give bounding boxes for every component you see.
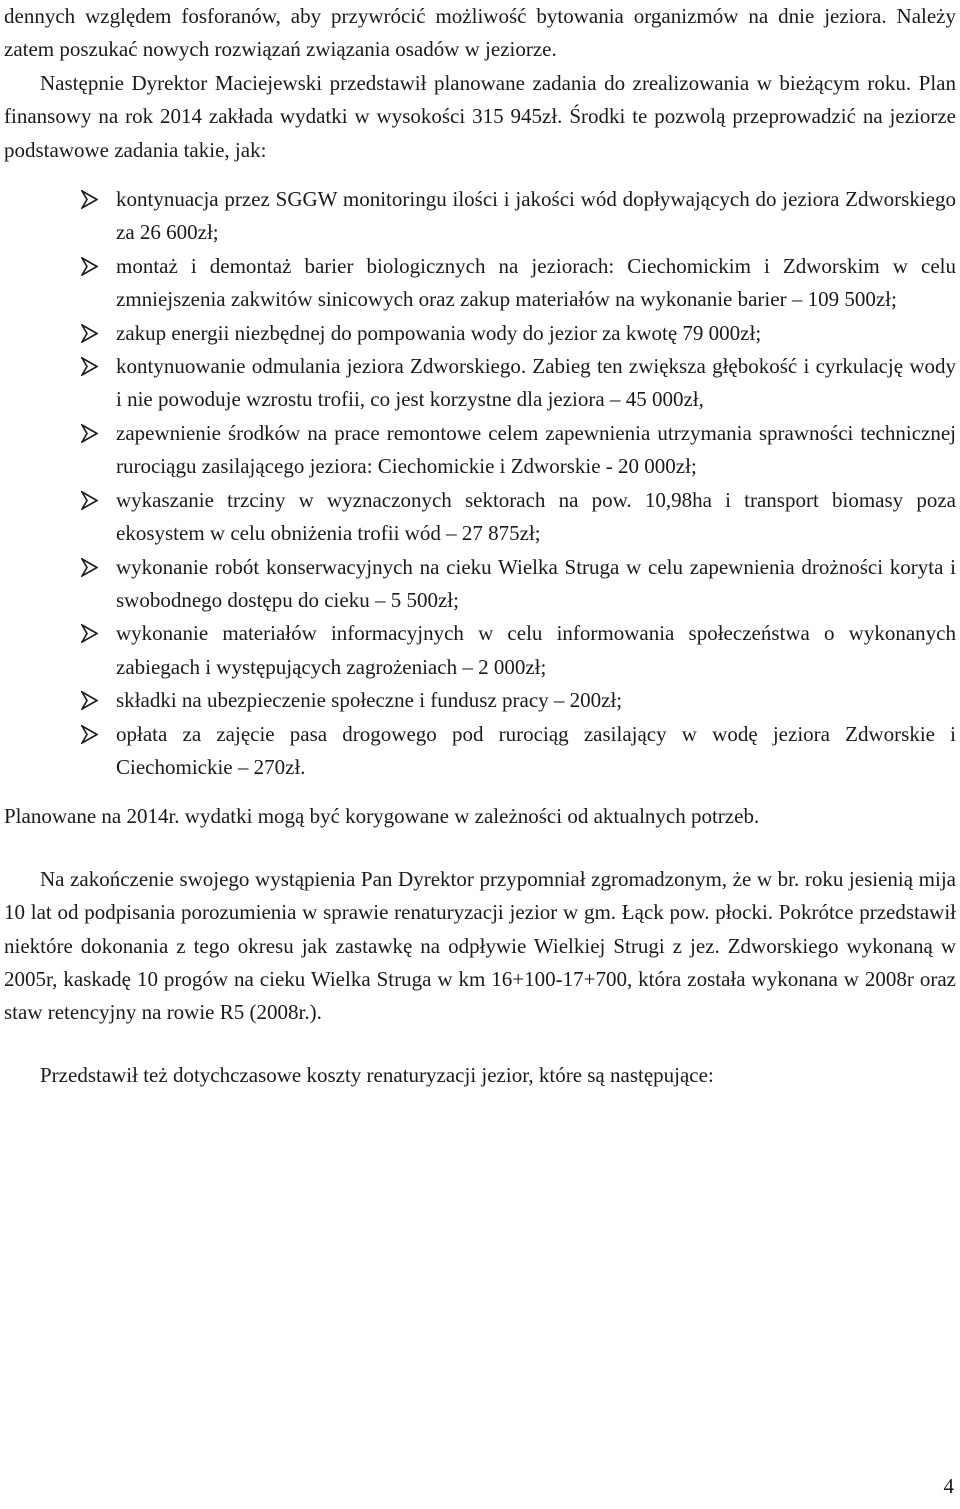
list-item-text: montaż i demontaż barier biologicznych na jeziorach: Ciechomickim i Zdworskim w celu zmniejszenia zakwitów sinicowych oraz zakup materiałów na wykonanie barier – 109 500zł; — [116, 253, 956, 312]
list-item — [116, 551, 956, 618]
paragraph-budget-note: Planowane na 2014r. wydatki mogą być korygowane w zależności od aktualnych potrzeb. — [4, 804, 760, 829]
paragraph-continuation: dennych względem fosforanów, aby przywrócić możliwość bytowania organizmów na dnie jeziora. Należy zatem poszukać nowych rozwiązań związania osadów w jeziorze. — [4, 4, 956, 62]
list-item — [116, 183, 956, 250]
paragraph-anniversary: Na zakończenie swojego wystąpienia Pan Dyrektor przypomniał zgromadzonym, że w br. roku jesienią mija 10 lat od podpisania porozumienia w sprawie renaturyzacji jezior w gm. Łąck pow. płocki. Pokrótce przedstawił niektóre dokonania z tego okresu jak zastawkę na odpływie Wielkiej Strugi z jez. Zdworskiego wykonaną w 2005r, kaskadę 10 progów na cieku Wielka Struga w km 16+100-17+700, która została wykonana w 2008r oraz staw retencyjny na rowie R5 (2008r.). — [4, 866, 956, 1025]
paragraph-planned-tasks: Następnie Dyrektor Maciejewski przedstawił planowane zadania do zrealizowania w bieżącym roku. Plan finansowy na rok 2014 zakłada wydatki w wysokości 315 945zł. Środki te pozwolą przeprowadzić na jeziorze podstawowe zadania takie, jak: — [4, 70, 956, 162]
list-item — [116, 250, 956, 317]
list-item — [116, 718, 956, 785]
list-item-text: kontynuowanie odmulania jeziora Zdworskiego. Zabieg ten zwiększa głębokość i cyrkulację wody i nie powoduje wzrostu trofii, co jest korzystne dla jeziora – 45 000zł, — [116, 354, 956, 412]
list-item-text: wykonanie materiałów informacyjnych w celu informowania społeczeństwa o wykonanych zabiegach i występujących zagrożeniach – 2 000zł; — [116, 621, 956, 679]
tasks-list — [4, 183, 956, 784]
list-item-text: wykaszanie trzciny w wyznaczonych sektorach na pow. 10,98ha i transport biomasy poza ekosystem w celu obniżenia trofii wód – 27 875zł; — [116, 487, 956, 546]
list-item — [116, 417, 956, 484]
list-item-text: opłata za zajęcie pasa drogowego pod rurociąg zasilający w wodę jeziora Zdworskie i Ciechomickie – 270zł. — [116, 721, 956, 779]
list-item — [116, 350, 956, 417]
document-page — [4, 0, 956, 1092]
list-item-text: zapewnienie środków na prace remontowe celem zapewnienia utrzymania sprawności technicznej rurociągu zasilającego jeziora: Ciechomickie i Zdworskie - 20 000zł; — [116, 420, 956, 479]
list-item — [116, 617, 956, 684]
list-item-text: kontynuacja przez SGGW monitoringu ilości i jakości wód dopływających do jeziora Zdworskiego za 26 600zł; — [116, 187, 956, 245]
arrowhead-bullet-icon — [81, 324, 98, 343]
arrowhead-bullet-icon — [81, 491, 98, 510]
page-number: 4 — [943, 1474, 954, 1498]
paragraph-costs-intro: Przedstawił też dotychczasowe koszty renaturyzacji jezior, które są następujące: — [40, 1062, 714, 1087]
list-item-text: wykonanie robót konserwacyjnych na cieku Wielka Struga w celu zapewnienia drożności koryta i swobodnego dostępu do cieku – 5 500zł; — [116, 554, 956, 612]
arrowhead-bullet-icon — [81, 691, 98, 710]
list-item — [116, 317, 956, 350]
arrowhead-bullet-icon — [81, 424, 98, 443]
arrowhead-bullet-icon — [81, 190, 98, 209]
arrowhead-bullet-icon — [81, 257, 98, 276]
arrowhead-bullet-icon — [81, 725, 98, 744]
arrowhead-bullet-icon — [81, 558, 98, 577]
arrowhead-bullet-icon — [81, 357, 98, 376]
list-item-text: składki na ubezpieczenie społeczne i fundusz pracy – 200zł; — [116, 688, 623, 713]
list-item-text: zakup energii niezbędnej do pompowania wody do jezior za kwotę 79 000zł; — [116, 320, 762, 345]
arrowhead-bullet-icon — [81, 624, 98, 643]
list-item — [116, 484, 956, 551]
list-item — [116, 684, 956, 717]
